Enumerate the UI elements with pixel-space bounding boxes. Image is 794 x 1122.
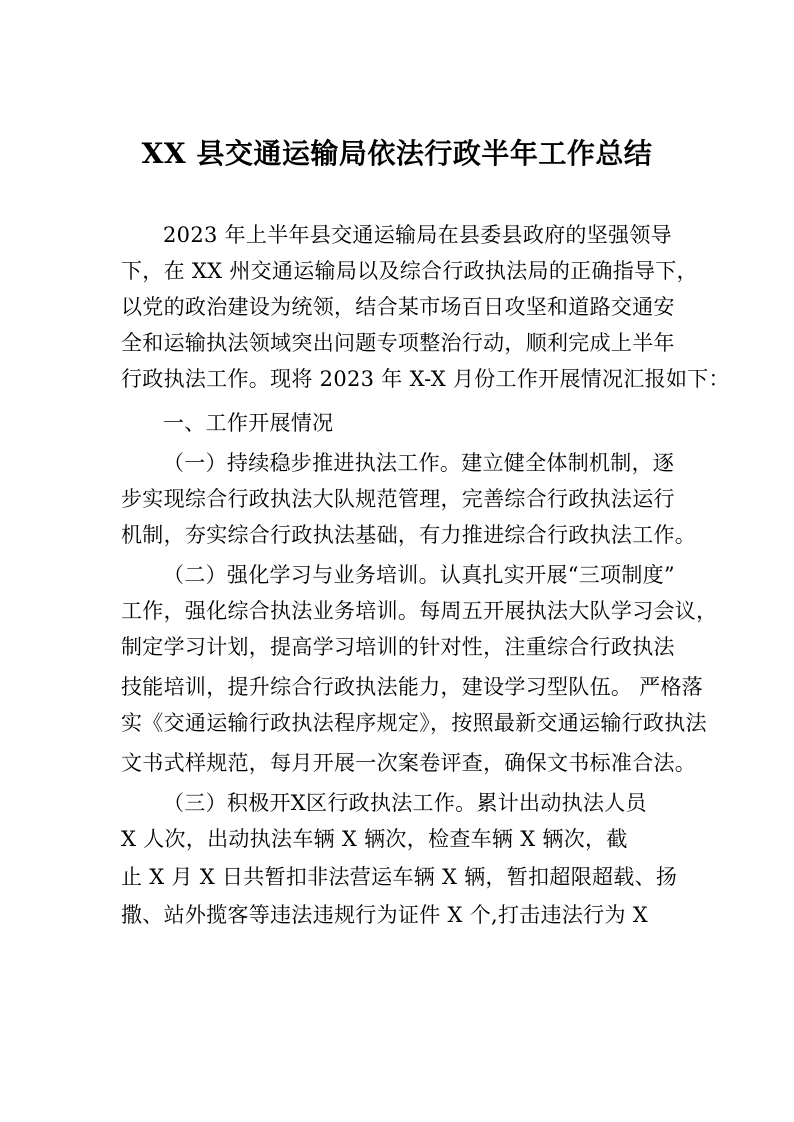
- paragraph-line: 制定学习计划，提高学习培训的针对性，注重综合行政执法: [121, 635, 675, 659]
- paragraph-line: （一）持续稳步推进执法工作。建立健全体制机制，逐: [163, 451, 675, 475]
- paragraph-line: 文书式样规范，每月开展一次案卷评查，确保文书标准合法。: [121, 751, 697, 775]
- paragraph-line: （二）强化学习与业务培训。认真扎实开展“三项制度”: [163, 563, 675, 587]
- paragraph-line: 机制，夯实综合行政执法基础，有力推进综合行政执法工作。: [121, 523, 697, 547]
- paragraph-line: 技能培训，提升综合行政执法能力，建设学习型队伍。 严格落: [121, 675, 704, 699]
- paragraph-line: 行政执法工作。现将 2023 年 X-X 月份工作开展情况汇报如下：: [121, 367, 730, 391]
- paragraph-line: X 人次，出动执法车辆 X 辆次，检查车辆 X 辆次，截: [121, 827, 628, 851]
- paragraph-line: 下，在 XX 州交通运输局以及综合行政执法局的正确指导下，: [121, 259, 698, 283]
- paragraph-line: 以党的政治建设为统领，结合某市场百日攻坚和道路交通安: [121, 295, 675, 319]
- paragraph-line: 工作，强化综合执法业务培训。每周五开展执法大队学习会议，: [121, 599, 718, 623]
- document-title: XX 县交通运输局依法行政半年工作总结: [141, 137, 653, 170]
- paragraph-line: （三）积极开X区行政执法工作。累计出动执法人员: [163, 791, 647, 815]
- paragraph-line: 步实现综合行政执法大队规范管理，完善综合行政执法运行: [121, 487, 675, 511]
- paragraph-line: 全和运输执法领域突出问题专项整治行动，顺利完成上半年: [121, 331, 675, 355]
- paragraph-line: 止 X 月 X 日共暂扣非法营运车辆 X 辆，暂扣超限超载、扬: [121, 865, 678, 889]
- paragraph-line: 实《交通运输行政执法程序规定》，按照最新交通运输行政执法: [121, 711, 707, 735]
- section-heading: 一、工作开展情况: [163, 411, 334, 435]
- paragraph-line: 撒、站外揽客等违法违规行为证件 X 个,打击违法行为 X: [121, 903, 648, 927]
- paragraph-line: 2023 年上半年县交通运输局在县委县政府的坚强领导: [163, 223, 672, 247]
